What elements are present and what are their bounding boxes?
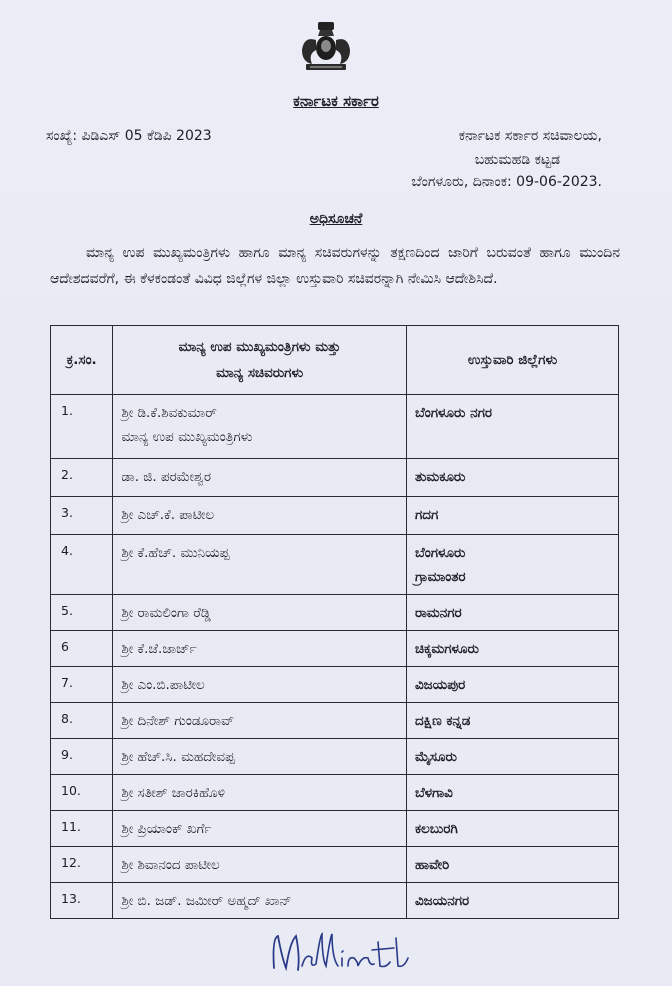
handwritten-signature [268, 928, 418, 974]
table-row [51, 497, 619, 535]
header-serial-number: ಕ್ರ.ಸಂ. [51, 326, 113, 395]
table-row [51, 631, 619, 667]
row-serial: 3. [51, 497, 113, 535]
district-line-2: ಗ್ರಾಮಾಂತರ [414, 569, 466, 585]
row-serial: 12. [51, 847, 113, 883]
row-minister [113, 395, 407, 459]
row-minister: ಶ್ರೀ ಶಿವಾನಂದ ಪಾಟೀಲ [113, 847, 407, 883]
address-line-2: ಬಹುಮಹಡಿ ಕಟ್ಟಡ [474, 152, 560, 168]
karnataka-state-emblem-icon [296, 22, 356, 72]
row-serial: 2. [51, 459, 113, 497]
government-title: ಕರ್ನಾಟಕ ಸರ್ಕಾರ [293, 92, 379, 110]
table-row [51, 739, 619, 775]
table-row [51, 395, 619, 459]
row-serial: 4. [51, 535, 113, 595]
table-row [51, 535, 619, 595]
reference-number: ಸಂಖ್ಯೆ: ಪಿಡಿಎಸ್ 05 ಕೆಡಿಪಿ 2023 [46, 128, 212, 144]
row-minister: ಶ್ರೀ ಸತೀಶ್ ಜಾರಕಿಹೊಳಿ [113, 775, 407, 811]
table-row [51, 883, 619, 919]
row-serial: 5. [51, 595, 113, 631]
minister-name: ಶ್ರೀ ಡಿ.ಕೆ.ಶಿವಕುಮಾರ್ [121, 405, 217, 421]
row-minister: ಶ್ರೀ ಹೆಚ್.ಸಿ. ಮಹದೇವಪ್ಪ [113, 739, 407, 775]
notification-body: ಮಾನ್ಯ ಉಪ ಮುಖ್ಯಮಂತ್ರಿಗಳು ಹಾಗೂ ಮಾನ್ಯ ಸಚಿವರುಗಳನ್ನು ತಕ್ಷಣದಿಂದ ಜಾರಿಗೆ ಬರುವಂತೆ ಹಾಗೂ ಮುಂದಿನ ಆದೇಶದವರೆಗೆ, ಈ ಕೆಳಕಂಡಂತೆ ವಿವಿಧ ಜಿಲ್ಲೆಗಳ ಜಿಲ್ಲಾ ಉಸ್ತುವಾರಿ ಸಚಿವರನ್ನಾಗಿ ನೇಮಿಸಿ ಆದೇಶಿಸಿದೆ. [50, 245, 620, 287]
row-district: ತುಮಕೂರು [406, 459, 618, 497]
row-district: ಮೈಸೂರು [406, 739, 618, 775]
table-row [51, 667, 619, 703]
row-minister: ಡಾ. ಜಿ. ಪರಮೇಶ್ವರ [113, 459, 407, 497]
row-district: ವಿಜಯನಗರ [406, 883, 618, 919]
header-minister-line-1: ಮಾನ್ಯ ಉಪ ಮುಖ್ಯಮಂತ್ರಿಗಳು ಮತ್ತು [178, 339, 341, 355]
header-district: ಉಸ್ತುವಾರಿ ಜಿಲ್ಲೆಗಳು [406, 326, 618, 395]
minister-designation: ಮಾನ್ಯ ಉಪ ಮುಖ್ಯಮಂತ್ರಿಗಳು [121, 429, 253, 445]
row-district: ದಕ್ಷಿಣ ಕನ್ನಡ [406, 703, 618, 739]
table-header-row [51, 326, 619, 395]
row-serial: 7. [51, 667, 113, 703]
minister-district-table [50, 325, 619, 919]
address-line-1: ಕರ್ನಾಟಕ ಸರ್ಕಾರ ಸಚಿವಾಲಯ, [458, 128, 602, 144]
row-serial: 8. [51, 703, 113, 739]
row-district: ಬೆಂಗಳೂರು ನಗರ [406, 395, 618, 459]
row-minister: ಶ್ರೀ ಕೆ.ಹೆಚ್. ಮುನಿಯಪ್ಪ [113, 535, 407, 595]
table-row [51, 595, 619, 631]
table-row [51, 775, 619, 811]
row-serial: 9. [51, 739, 113, 775]
row-district: ಹಾವೇರಿ [406, 847, 618, 883]
row-minister: ಶ್ರೀ ರಾಮಲಿಂಗಾ ರೆಡ್ಡಿ [113, 595, 407, 631]
row-district: ಬೆಳಗಾವಿ [406, 775, 618, 811]
row-district: ಗದಗ [406, 497, 618, 535]
header-minister-line-2: ಮಾನ್ಯ ಸಚಿವರುಗಳು [216, 365, 304, 381]
notification-title: ಅಧಿಸೂಚನೆ [309, 211, 363, 227]
table-row [51, 847, 619, 883]
district-line-1: ಬೆಂಗಳೂರು [414, 545, 466, 561]
row-district: ಚಿಕ್ಕಮಗಳೂರು [406, 631, 618, 667]
row-minister: ಶ್ರೀ ಎಂ.ಬಿ.ಪಾಟೀಲ [113, 667, 407, 703]
row-district: ಕಲಬುರಗಿ [406, 811, 618, 847]
table-row [51, 703, 619, 739]
row-minister: ಶ್ರೀ ದಿನೇಶ್ ಗುಂಡೂರಾವ್ [113, 703, 407, 739]
row-serial: 13. [51, 883, 113, 919]
address-line-3-date: ಬೆಂಗಳೂರು, ದಿನಾಂಕ: 09-06-2023. [411, 174, 602, 190]
row-serial: 1. [51, 395, 113, 459]
row-serial: 11. [51, 811, 113, 847]
row-district: ರಾಮನಗರ [406, 595, 618, 631]
row-serial: 10. [51, 775, 113, 811]
row-minister: ಶ್ರೀ ಪ್ರಿಯಾಂಕ್ ಖರ್ಗೆ [113, 811, 407, 847]
header-minister-name [113, 326, 407, 395]
table-row [51, 811, 619, 847]
table-row [51, 459, 619, 497]
row-serial: 6 [51, 631, 113, 667]
row-minister: ಶ್ರೀ ಎಚ್.ಕೆ. ಪಾಟೀಲ [113, 497, 407, 535]
row-district [406, 535, 618, 595]
row-district: ವಿಜಯಪುರ [406, 667, 618, 703]
row-minister: ಶ್ರೀ ಕೆ.ಜೆ.ಜಾರ್ಜ್ [113, 631, 407, 667]
row-minister: ಶ್ರೀ ಬಿ. ಜಡ್. ಜಮೀರ್ ಅಹ್ಮದ್ ಖಾನ್ [113, 883, 407, 919]
